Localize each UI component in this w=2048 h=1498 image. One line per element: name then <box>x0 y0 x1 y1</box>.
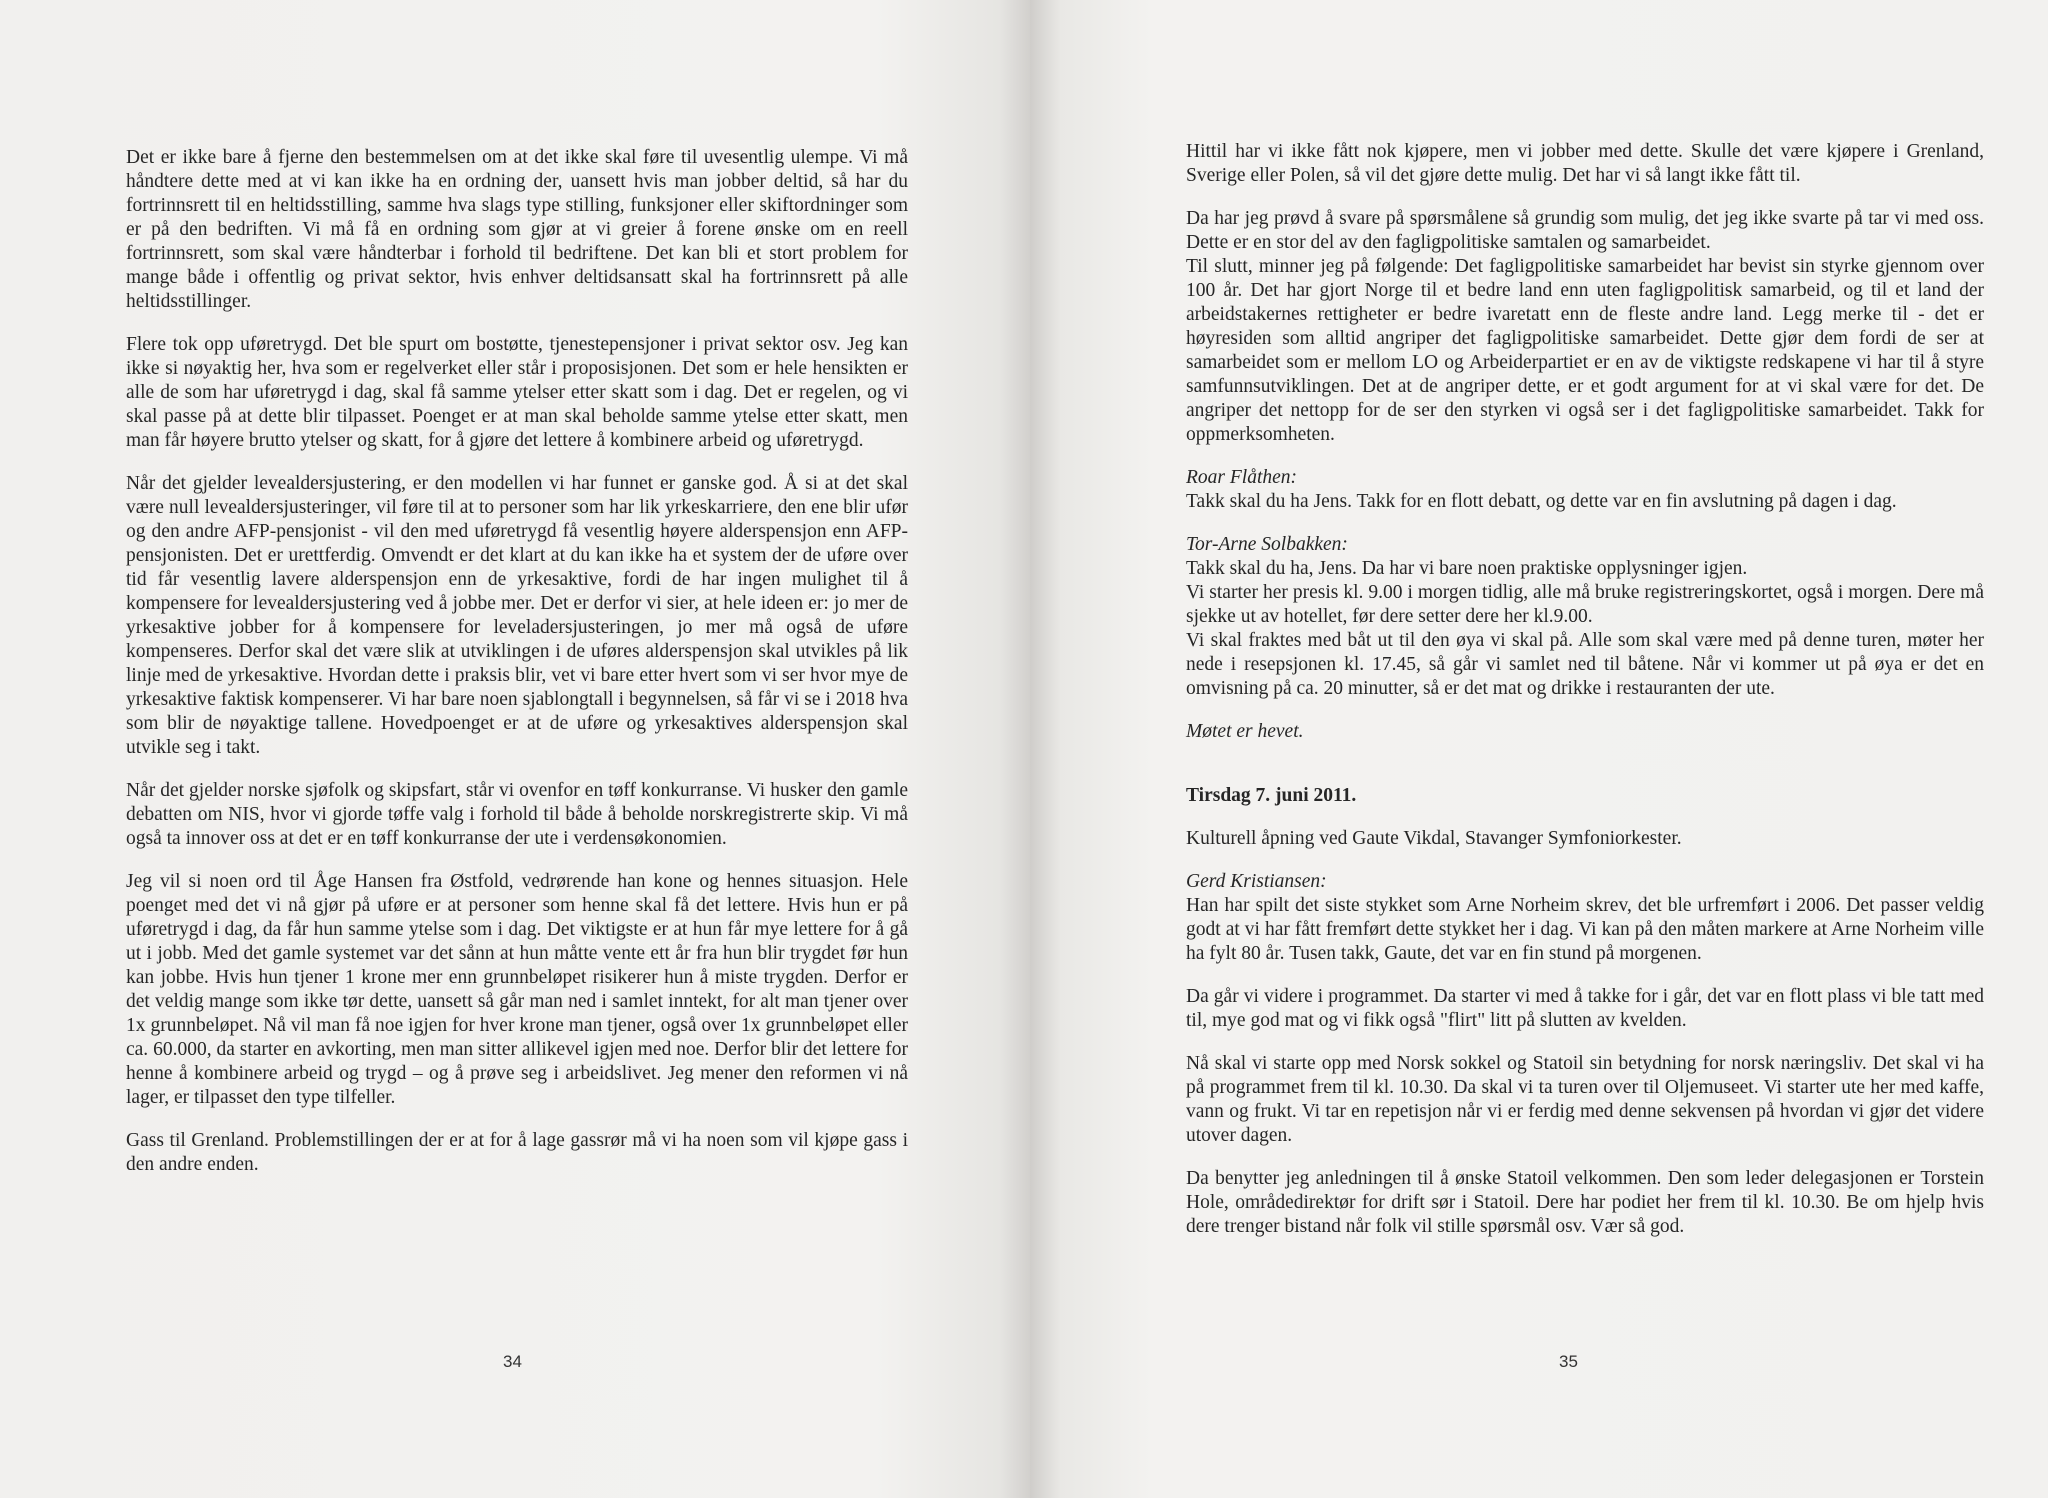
paragraph: Da går vi videre i programmet. Da starter vi med å takke for i går, det var en flott plass vi ble tatt med til, mye god mat og vi fikk også "flirt" litt på slutten av kvelden. <box>1186 986 1984 1031</box>
paragraph: Når det gjelder levealdersjustering, er den modellen vi har funnet er ganske god. Å si at det skal være null levealdersjusteringer, vil føre til at to personer som har lik yrkeskarriere, den ene blir ufør og den andre AFP-pensjonist - vil den med uføretrygd få vesentlig høyere alderspensjon enn AFP-pensjonisten. Det er urettferdig. Omvendt er det klart at du kan ikke ha et system der de uføre over tid får vesentlig lavere alderspensjon enn de yrkesaktive, fordi de har ingen mulighet til å kompensere for levealdersjustering ved å jobbe mer. Det er derfor vi sier, at hele ideen er: jo mer de yrkesaktive jobber for å kompensere for leveladersjusteringen, jo mer må også de uføre kompenseres. Derfor skal det være slik at utviklingen i de uføres alderspensjon skal utvikles på lik linje med de yrkesaktive. Hvordan dette i praksis blir, vet vi bare etter hvert som vi ser hvor mye de yrkesaktive faktisk kompenserer. Vi har bare noen sjablongtall i begynnelsen, så får vi se i 2018 hva som blir de nøyaktige tallene. Hovedpoenget er at de uføre og yrkesaktives alderspensjon skal utvikle seg i takt. <box>126 473 908 758</box>
closing-note <box>1186 720 1984 744</box>
speech-line: Vi starter her presis kl. 9.00 i morgen tidlig, alle må bruke registreringskortet, også i morgen. Dere må sjekke ut av hotellet, før dere setter dere her kl.9.00. <box>1186 582 1984 627</box>
page-number: 34 <box>503 1352 522 1371</box>
paragraph: Kulturell åpning ved Gaute Vikdal, Stavanger Symfoniorkester. <box>1186 828 1682 849</box>
speaker-name: Gerd Kristiansen: <box>1186 871 1327 892</box>
paragraph: Flere tok opp uføretrygd. Det ble spurt om bostøtte, tjenestepensjoner i privat sektor osv. Jeg kan ikke si nøyaktig her, hva som er regelverket eller står i proposisjonen. Det som er hele hensikten er alle de som har uføretrygd i dag, skal få samme ytelser etter skatt som i dag. Det er regelen, og vi skal passe på at dette blir tilpasset. Poenget er at man skal beholde samme ytelse etter skatt, men man får høyere brutto ytelser og skatt, for å gjøre det lettere å kombinere arbeid og uføretrygd. <box>126 334 908 451</box>
speaker-name: Tor-Arne Solbakken: <box>1186 534 1348 555</box>
day-heading: Tirsdag 7. juni 2011. <box>1186 785 1357 806</box>
closing-text: Møtet er hevet. <box>1186 721 1304 742</box>
paragraph-line: Da har jeg prøvd å svare på spørsmålene så grundig som mulig, det jeg ikke svarte på tar vi med oss. Dette er en stor del av den fagligpolitiske samtalen og samarbeidet. <box>1186 208 1984 253</box>
right-page <box>1030 0 2048 1498</box>
paragraph-line: Til slutt, minner jeg på følgende: Det fagligpolitiske samarbeidet har bevist sin styrke gjennom over 100 år. Det har gjort Norge til et bedre land enn uten fagligpolitisk samarbeid, og til et land der arbeidstakernes rettigheter er bedre ivaretatt enn de fleste andre land. Legg merke til - det er høyresiden som alltid angriper det fagligpolitiske samarbeidet. Dette gjør dem fordi de ser at samarbeidet som er mellom LO og Arbeiderpartiet er en av de viktigste redskapene vi har til å styre samfunnsutviklingen. Det at de angriper dette, er et godt argument for at vi skal være for det. De angriper det nettopp for de ser den styrken vi også ser i det fagligpolitiske samarbeidet. Takk for oppmerksomheten. <box>1186 256 1984 445</box>
page-number: 35 <box>1559 1352 1578 1371</box>
paragraph: Gass til Grenland. Problemstillingen der er at for å lage gassrør må vi ha noen som vil kjøpe gass i den andre enden. <box>126 1130 908 1175</box>
paragraph: Jeg vil si noen ord til Åge Hansen fra Østfold, vedrørende han kone og hennes situasjon. Hele poenget med det vi nå gjør på uføre er at personer som henne skal få det lettere. Hvis hun er på uføretrygd i dag, da får hun samme ytelse som i dag. Det viktigste er at hun får mye lettere for å gå ut i jobb. Med det gamle systemet var det sånn at hun måtte vente ett år fra hun blir trygdet før hun kan jobbe. Hvis hun tjener 1 krone mer enn grunnbeløpet risikerer hun å miste trygden. Derfor er det veldig mange som ikke tør dette, uansett så går man ned i samlet inntekt, for alt man tjener over 1x grunnbeløpet. Nå vil man få noe igjen for hver krone man tjener, også over 1x grunnbeløpet eller ca. 60.000, da starter en avkorting, men man sitter allikevel igjen med noe. Derfor blir det lettere for henne å kombinere arbeid og trygd – og å prøve seg i arbeidslivet. Jeg mener den reformen vi nå lager, er tilpasset den type tilfeller. <box>126 871 908 1108</box>
paragraph: Når det gjelder norske sjøfolk og skipsfart, står vi ovenfor en tøff konkurranse. Vi husker den gamle debatten om NIS, hvor vi gjorde tøffe valg i forhold til både å beholde norskregistrerte skip. Vi må også ta innover oss at det er en tøff konkurranse der ute i verdensøkonomien. <box>126 780 908 849</box>
paragraph: Nå skal vi starte opp med Norsk sokkel og Statoil sin betydning for norsk næringsliv. Det skal vi ha på programmet frem til kl. 10.30. Da skal vi ta turen over til Oljemuseet. Vi starter ute her med kaffe, vann og frukt. Vi tar en repetisjon når vi er ferdig med denne sekvensen på hvordan vi gjør det videre utover dagen. <box>1186 1053 1984 1146</box>
speaker-block <box>1186 533 1984 701</box>
speech-line: Takk skal du ha Jens. Takk for en flott debatt, og dette var en fin avslutning på dagen i dag. <box>1186 491 1897 512</box>
paragraph-group <box>1186 207 1984 447</box>
speech-line: Vi skal fraktes med båt ut til den øya vi skal på. Alle som skal være med på denne turen, møter her nede i resepsjonen kl. 17.45, så går vi samlet ned til båtene. Når vi kommer ut på øya er det en omvisning på ca. 20 minutter, så er det mat og drikke i restauranten der ute. <box>1186 630 1984 699</box>
paragraph: Da benytter jeg anledningen til å ønske Statoil velkommen. Den som leder delegasjonen er Torstein Hole, områdedirektør for drift sør i Statoil. Dere har podiet her frem til kl. 10.30. Be om hjelp hvis dere trenger bistand når folk vil stille spørsmål osv. Vær så god. <box>1186 1168 1984 1237</box>
speaker-block <box>1186 870 1984 966</box>
speech-line: Han har spilt det siste stykket som Arne Norheim skrev, det ble urfremført i 2006. Det passer veldig godt at vi har fått fremført dette stykket her i dag. Vi kan på den måten markere at Arne Norheim ville ha fylt 80 år. Tusen takk, Gaute, det var en fin stund på morgenen. <box>1186 895 1984 964</box>
paragraph: Det er ikke bare å fjerne den bestemmelsen om at det ikke skal føre til uvesentlig ulempe. Vi må håndtere dette med at vi kan ikke ha en ordning der, uansett hvis man jobber deltid, så har du fortrinnsrett til en heltidsstilling, samme hva slags type stilling, funksjoner eller skiftordninger som er på den bedriften. Vi må få en ordning som gjør at vi greier å forene ønske om en reell fortrinnsrett, som skal være håndterbar i forhold til bedriftene. Det kan bli et stort problem for mange både i offentlig og privat sektor, hvis enhver deltidsansatt skal ha fortrinnsrett på alle heltidsstillinger. <box>126 147 908 312</box>
speech-line: Takk skal du ha, Jens. Da har vi bare noen praktiske opplysninger igjen. <box>1186 558 1748 579</box>
speaker-block <box>1186 466 1984 514</box>
left-page-text <box>126 146 908 1196</box>
speaker-name: Roar Flåthen: <box>1186 467 1298 488</box>
paragraph: Hittil har vi ikke fått nok kjøpere, men vi jobber med dette. Skulle det være kjøpere i Grenland, Sverige eller Polen, så vil det gjøre dette mulig. Det har vi så langt ikke fått til. <box>1186 141 1984 186</box>
right-page-text <box>1186 140 1984 1258</box>
